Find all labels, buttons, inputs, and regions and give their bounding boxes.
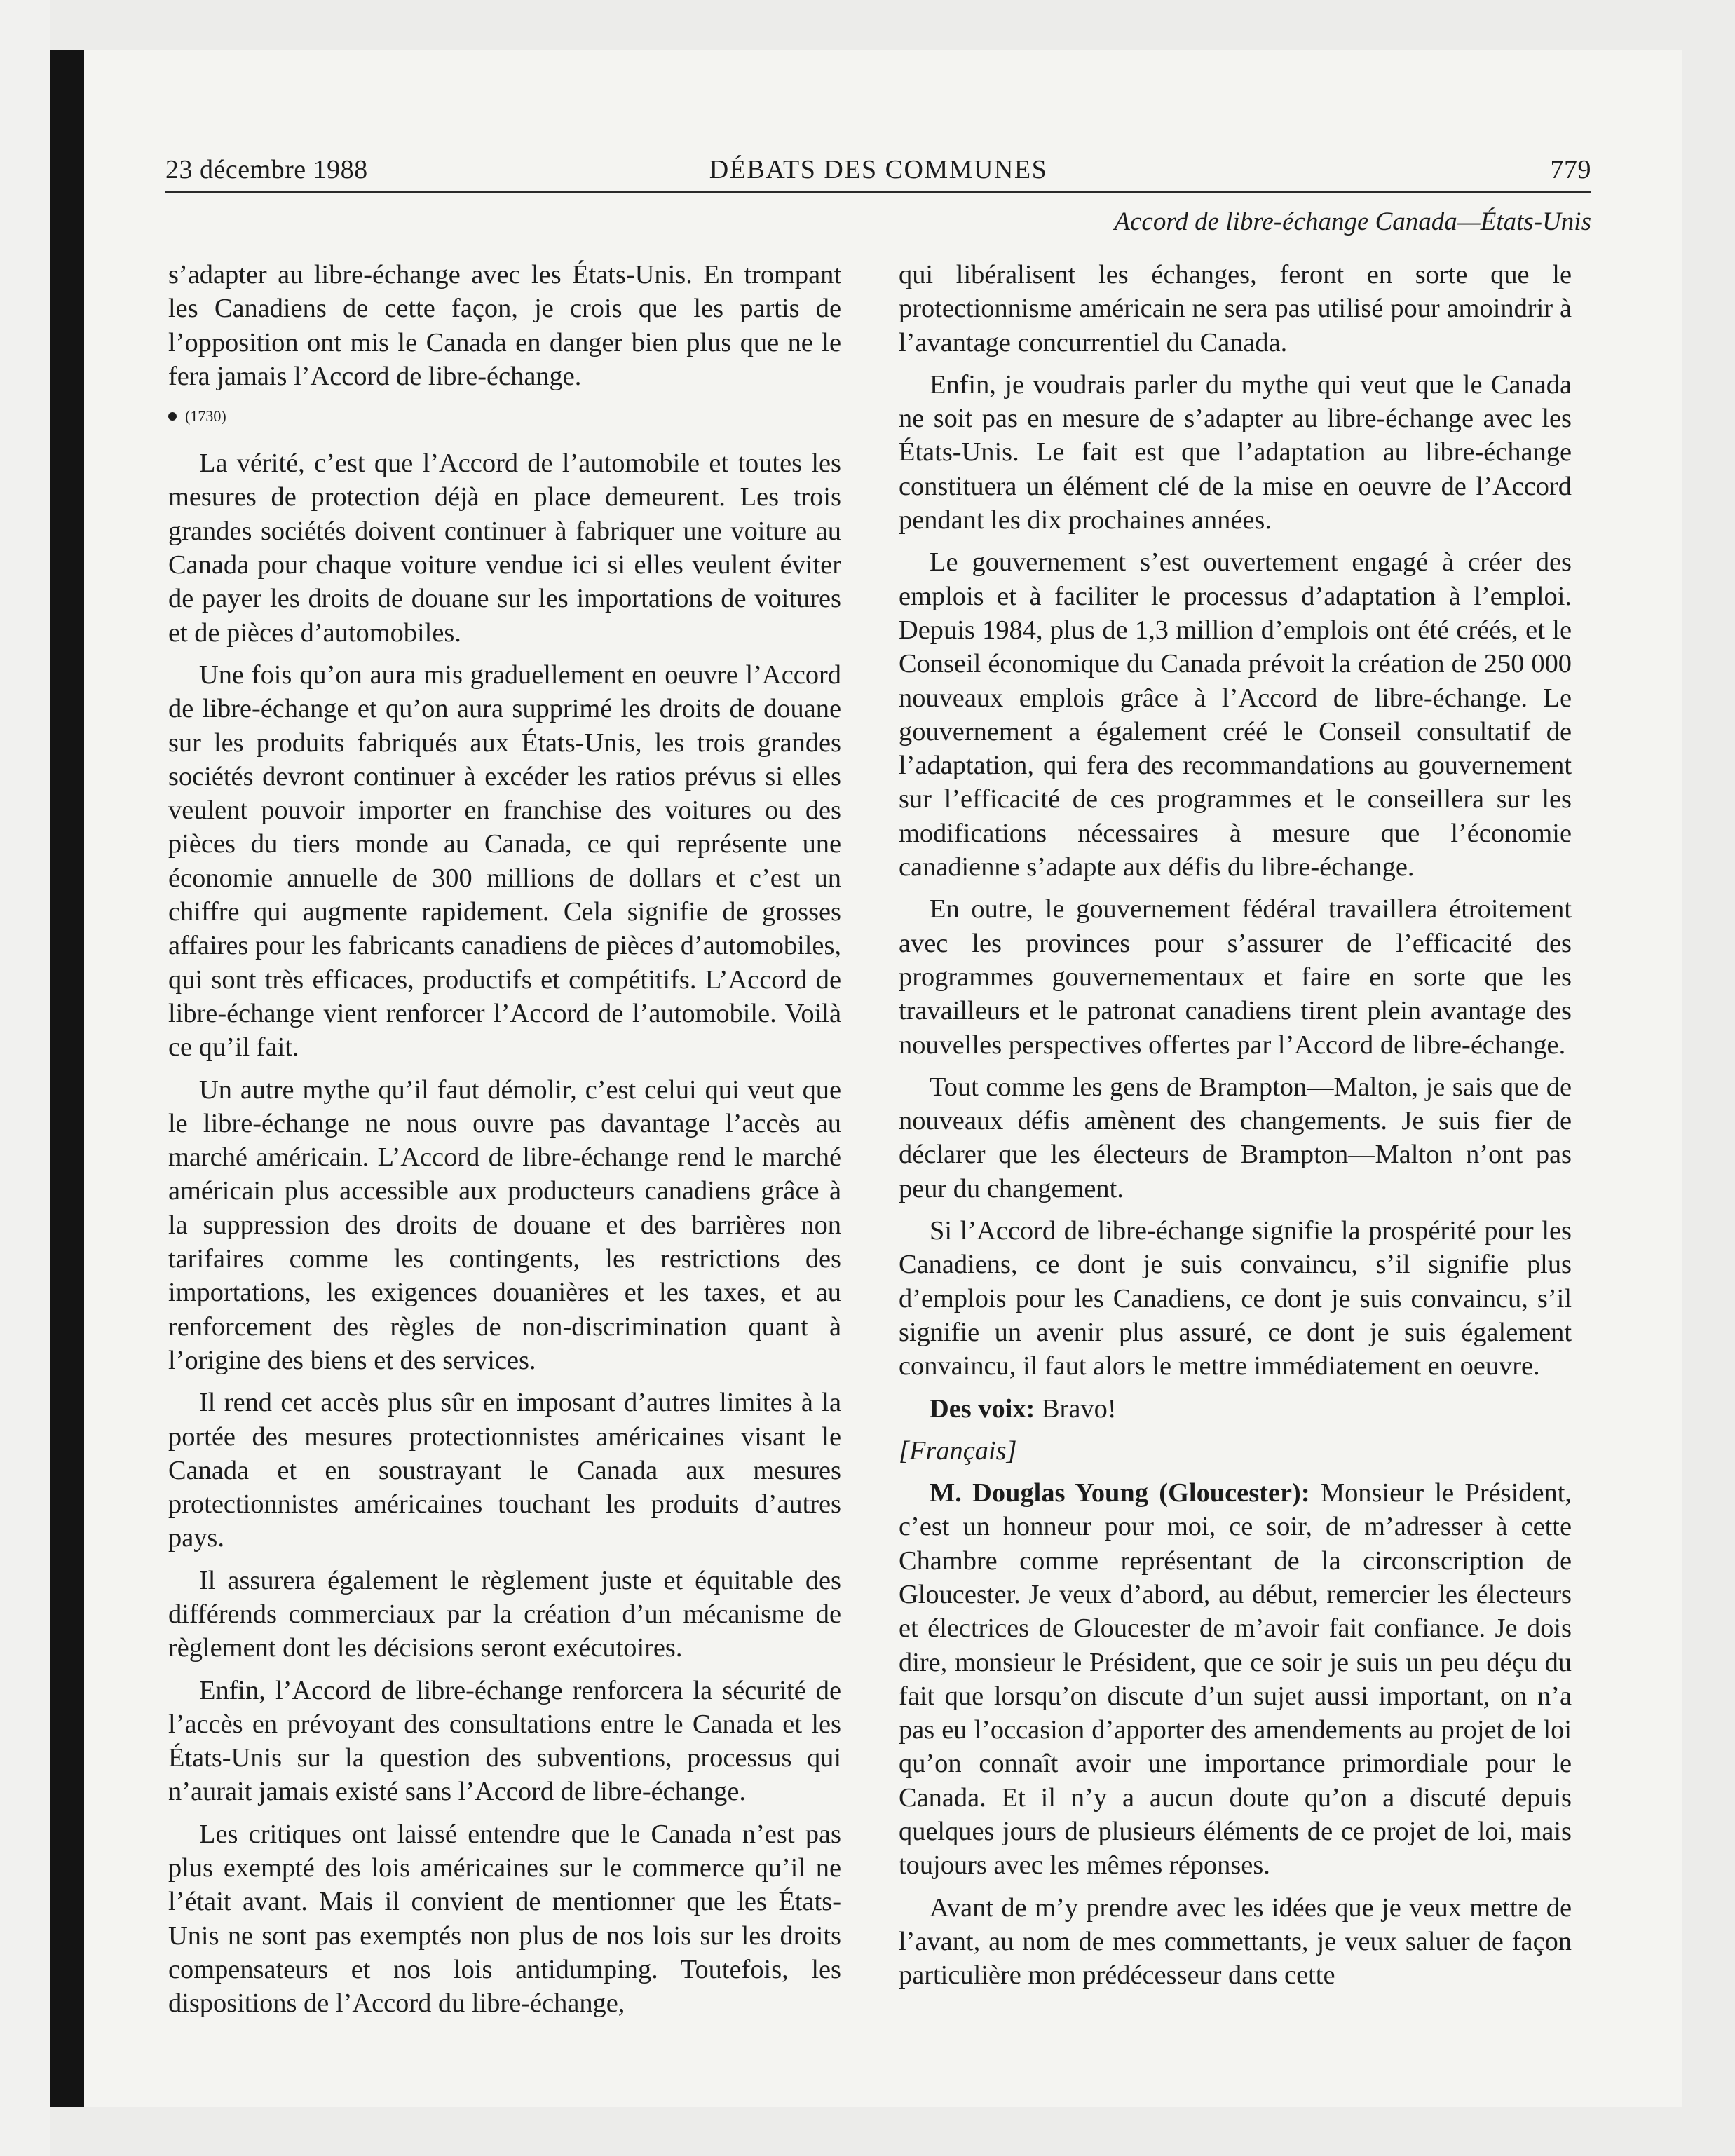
interjection xyxy=(899,1392,1572,1426)
scan-binding-edge xyxy=(50,50,84,2107)
page-number: 779 xyxy=(1550,155,1591,184)
paragraph: La vérité, c’est que l’Accord de l’automobile et toutes les mesures de protection déjà en place demeurent. Les trois grandes sociétés doivent continuer à fabriquer une voiture au Canada pour chaque voiture vendue ici si elles veulent éviter de payer les droits de douane sur les importations de voitures et de pièces d’automobiles. xyxy=(168,449,841,648)
bullet-icon xyxy=(168,412,177,421)
speech-text: Monsieur le Président, c’est un honneur pour moi, ce soir, de m’adresser à cette Chambre comme représentant de la circonscription de Gloucester. Je veux d’abord, au début, remercier les électeurs et électrices de Gloucester de m’avoir fait confiance. Je dois dire, monsieur le Président, que ce soir je suis un peu déçu du fait que lorsqu’on discute d’un sujet aussi important, on n’a pas eu l’occasion d’apporter des amendements au projet de loi qu’on connaît avoir une importance primordiale pour le Canada. Et il n’y a aucun doute qu’on a discuté depuis quelques jours de plusieurs éléments de ce projet de loi, mais toujours avec les mêmes réponses. xyxy=(899,1478,1572,1881)
timestamp: (1730) xyxy=(185,407,226,425)
paragraph: Il rend cet accès plus sûr en imposant d’autres limites à la portée des mesures protectionnistes américaines visant le Canada et en soustrayant le Canada aux mesures protectionnistes américaines touchant les produits d’autres pays. xyxy=(168,1388,841,1553)
running-head: Accord de libre-échange Canada—États-Unis xyxy=(1114,207,1591,236)
language-tag: [Français] xyxy=(899,1435,1017,1466)
paragraph: En outre, le gouvernement fédéral travaillera étroitement avec les provinces pour s’assurer de l’efficacité des programmes gouvernementaux et faire en sorte que les travailleurs et le patronat canadiens tirent plein avantage des nouvelles perspectives offertes par l’Accord de libre-échange. xyxy=(899,894,1572,1060)
speaker-name: Des voix: xyxy=(930,1393,1035,1424)
header-title: DÉBATS DES COMMUNES xyxy=(709,155,1048,184)
paragraph: Le gouvernement s’est ouvertement engagé à créer des emplois et à faciliter le processus d’adaptation à l’emploi. Depuis 1984, plus de 1,3 million d’emplois ont été créés, et le Conseil économique du Canada prévoit la création de 250 000 nouveaux emplois grâce à l’Accord de libre-échange. Le gouvernement a également créé le Conseil consultatif de l’adaptation, qui fera des recommandations au gouvernement sur l’efficacité de ces programmes et le conseillera sur les modifications nécessaires à mesure que l’économie canadienne s’adapte aux défis du libre-échange. xyxy=(899,547,1572,882)
speaker-name: M. Douglas Young (Gloucester): xyxy=(930,1478,1310,1508)
paragraph: qui libéralisent les échanges, feront en sorte que le protectionnisme américain ne sera pas utilisé pour amoindrir à l’avantage concurrentiel du Canada. xyxy=(899,260,1572,357)
paragraph: s’adapter au libre-échange avec les États-Unis. En trompant les Canadiens de cette façon, je crois que les partis de l’opposition ont mis le Canada en danger bien plus que ne le fera jamais l’Accord de libre-échange. xyxy=(168,260,841,391)
scan-margin xyxy=(0,0,50,2156)
paragraph: Une fois qu’on aura mis graduellement en oeuvre l’Accord de libre-échange et qu’on aura supprimé les droits de douane sur les produits fabriqués aux États-Unis, les trois grandes sociétés devront continuer à excéder les ratios prévus si elles veulent pouvoir importer en franchise des voitures ou des pièces du tiers monde au Canada, ce qui représente une économie annuelle de 300 millions de dollars et c’est un chiffre qui augmente rapidement. Cela signifie de grosses affaires pour les fabricants canadiens de pièces d’automobiles, qui sont très efficaces, productifs et compétitifs. L’Accord de libre-échange vient renforcer l’Accord de l’automobile. Voilà ce qu’il fait. xyxy=(168,660,841,1063)
paragraph: Si l’Accord de libre-échange signifie la prospérité pour les Canadiens, ce dont je suis convaincu, s’il signifie plus d’emplois pour les Canadiens, ce dont je suis convaincu, s’il signifie un avenir plus assuré, ce dont je suis également convaincu, il faut alors le mettre immédiatement en oeuvre. xyxy=(899,1216,1572,1381)
speech xyxy=(899,1476,1572,1883)
page-header xyxy=(165,154,1591,191)
paragraph: Il assurera également le règlement juste et équitable des différends commerciaux par la création d’un mécanisme de règlement dont les décisions seront exécutoires. xyxy=(168,1565,841,1663)
paragraph: Tout comme les gens de Brampton—Malton, je sais que de nouveaux défis amènent des changements. Je suis fier de déclarer que les électeurs de Brampton—Malton n’ont pas peur du changement. xyxy=(899,1072,1572,1203)
left-column xyxy=(168,258,841,2029)
paragraph: Enfin, l’Accord de libre-échange renforcera la sécurité de l’accès en prévoyant des consultations entre le Canada et les États-Unis sur la question des subventions, processus qui n’aurait jamais existé sans l’Accord de libre-échange. xyxy=(168,1675,841,1807)
header-date: 23 décembre 1988 xyxy=(165,155,368,184)
right-column xyxy=(899,258,1572,2001)
timestamp-marker xyxy=(168,406,841,427)
paragraph: Un autre mythe qu’il faut démolir, c’est celui qui veut que le libre-échange ne nous ouvre pas davantage l’accès au marché américain. L’Accord de libre-échange rend le marché américain plus accessible aux producteurs canadiens grâce à la suppression des droits de douane et des barrières non tarifaires comme les contingents, les restrictions des importations, les exigences douanières et les taxes, et au renforcement des règles de non-discrimination quant à l’origine des biens et des services. xyxy=(168,1074,841,1375)
paragraph: Les critiques ont laissé entendre que le Canada n’est pas plus exempté des lois américaines sur le commerce qu’il ne l’était avant. Mais il convient de mentionner que les États-Unis ne sont pas exemptés non plus de nos lois sur les droits compensateurs et nos lois antidumping. Toutefois, les dispositions de l’Accord du libre-échange, xyxy=(168,1819,841,2019)
header-rule xyxy=(165,191,1591,193)
paragraph: Enfin, je voudrais parler du mythe qui veut que le Canada ne soit pas en mesure de s’adapter au libre-échange avec les États-Unis. Le fait est que l’adaptation au libre-échange constituera un élément clé de la mise en oeuvre de l’Accord pendant les dix prochaines années. xyxy=(899,369,1572,535)
speech-text: Bravo! xyxy=(1041,1393,1117,1424)
paragraph: Avant de m’y prendre avec les idées que je veux mettre de l’avant, au nom de mes commettants, je veux saluer de façon particulière mon prédécesseur dans cette xyxy=(899,1892,1572,1991)
